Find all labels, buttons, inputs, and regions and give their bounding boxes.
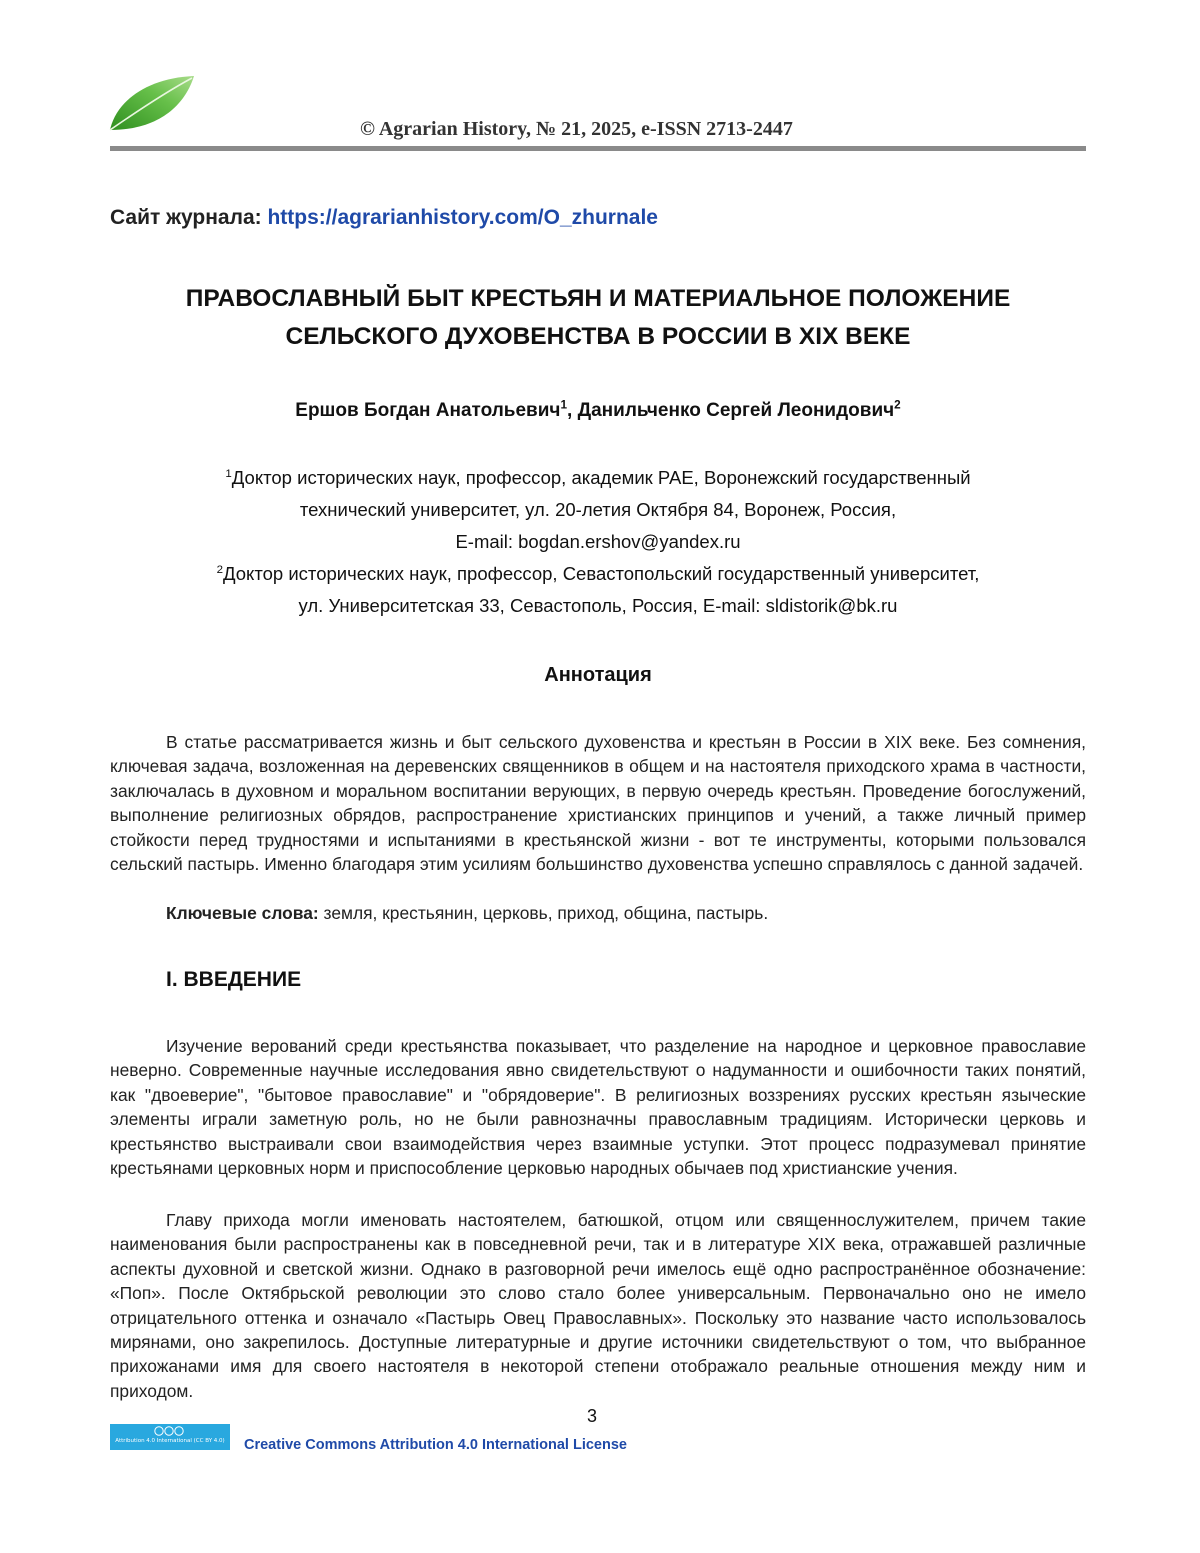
site-label: Сайт журнала: bbox=[110, 206, 262, 229]
affiliation-1-mark: 1 bbox=[225, 467, 232, 480]
affiliation-2-line-2: ул. Университетская 33, Севастополь, Россия, E-mail: sldistorik@bk.ru bbox=[298, 595, 898, 616]
introduction-paragraph-1 bbox=[110, 1034, 1086, 1180]
title-line-2: СЕЛЬСКОГО ДУХОВЕНСТВА В РОССИИ В XIX ВЕКЕ bbox=[285, 323, 911, 350]
author-1-mark: 1 bbox=[560, 398, 567, 412]
journal-site bbox=[110, 206, 658, 230]
section-heading-introduction: I. ВВЕДЕНИЕ bbox=[166, 968, 302, 991]
authors bbox=[110, 400, 1086, 422]
paragraph-text: Изучение верований среди крестьянства показывает, что разделение на народное и церковное православие неверно. Современные научные исследования явно свидетельствуют о надуманности и ошибочности таких понятий, как "двоеверие", "бытовое православие" и "обрядоверие". В религиозных воззрениях русских крестьян языческие элементы играли заметную роль, но не были равнозначны православным традициям. Исторически церковь и крестьянство выстраивали свои взаимодействия через взаимные уступки. Этот процесс подразумевал принятие крестьянами церковных норм и приспособление церковью народных обычаев под христианские учения. bbox=[110, 1036, 1086, 1179]
header-divider bbox=[110, 146, 1086, 151]
cc-license-badge[interactable] bbox=[110, 1424, 230, 1450]
affiliations bbox=[110, 462, 1086, 622]
leaf-logo-icon bbox=[106, 72, 198, 134]
affiliation-2-line-1 bbox=[110, 558, 1086, 590]
author-2-mark: 2 bbox=[894, 398, 901, 412]
affiliation-1-line-2: технический университет, ул. 20-летия Октября 84, Воронеж, Россия, bbox=[299, 499, 897, 520]
badge-text: Attribution 4.0 International (CC BY 4.0) bbox=[115, 1438, 225, 1444]
keywords bbox=[166, 903, 768, 924]
author-2: Данильченко Сергей Леонидович bbox=[577, 400, 895, 421]
affiliation-1-text: Доктор исторических наук, профессор, академик РАЕ, Воронежский государственный bbox=[231, 467, 971, 488]
site-link[interactable]: https://agrarianhistory.com/O_zhurnale bbox=[267, 206, 658, 229]
introduction-paragraph-2 bbox=[110, 1208, 1086, 1403]
cc-by-icon bbox=[154, 1426, 186, 1436]
abstract-text: В статье рассматривается жизнь и быт сельского духовенства и крестьян в России в XIX веке. Без сомнения, ключевая задача, возложенная на деревенских священников в общем и на настоятеля приходского храма в частности, заключалась в духовном и моральном воспитании верующих, в первую очередь крестьян. Проведение богослужений, выполнение религиозных обрядов, распространение христианских принципов и учений, а также личный пример стойкости перед трудностями и испытаниями в крестьянской жизни - вот те инструменты, которыми пользовался сельский пастырь. Именно благодаря этим усилиям большинство духовенства успешно справлялось с данной задачей. bbox=[110, 732, 1086, 875]
title-line-1: ПРАВОСЛАВНЫЙ БЫТ КРЕСТЬЯН И МАТЕРИАЛЬНОЕ ПОЛОЖЕНИЕ bbox=[185, 285, 1011, 312]
affiliation-2-text: Доктор исторических наук, профессор, Севастопольский государственный университет, bbox=[223, 563, 980, 584]
article-title bbox=[110, 280, 1086, 356]
affiliation-1-email: E-mail: bogdan.ershov@yandex.ru bbox=[455, 531, 741, 552]
author-separator: , bbox=[567, 400, 578, 421]
keywords-label: Ключевые слова: bbox=[166, 903, 319, 923]
author-1: Ершов Богдан Анатольевич bbox=[295, 400, 561, 421]
abstract-body bbox=[110, 730, 1086, 876]
journal-header: © Agrarian History, № 21, 2025, e-ISSN 2713-2447 bbox=[360, 118, 793, 140]
paragraph-text: Главу прихода могли именовать настоятелем, батюшкой, отцом или священнослужителем, причем такие наименования были распространены как в повседневной речи, так и в литературе XIX века, отражавшей различные аспекты духовной и светской жизни. Однако в разговорной речи имелось ещё одно распространённое обозначение: «Поп». После Октябрьской революции это слово стало более универсальным. Первоначально оно не имело отрицательного оттенка и означало «Пастырь Овец Православных». Поскольку это название часто использовалось мирянами, оно закрепилось. Доступные литературные и другие источники свидетельствуют о том, что выбранное прихожанами имя для своего настоятеля в некоторой степени отображало реальные отношения между ним и приходом. bbox=[110, 1210, 1086, 1401]
page-number: 3 bbox=[587, 1406, 598, 1426]
keywords-list: земля, крестьянин, церковь, приход, община, пастырь. bbox=[318, 903, 769, 923]
affiliation-2-mark: 2 bbox=[216, 563, 224, 576]
affiliation-1-line-1 bbox=[110, 462, 1086, 494]
abstract-heading: Аннотация bbox=[544, 664, 652, 686]
license-link[interactable]: Creative Commons Attribution 4.0 International License bbox=[244, 1437, 627, 1453]
